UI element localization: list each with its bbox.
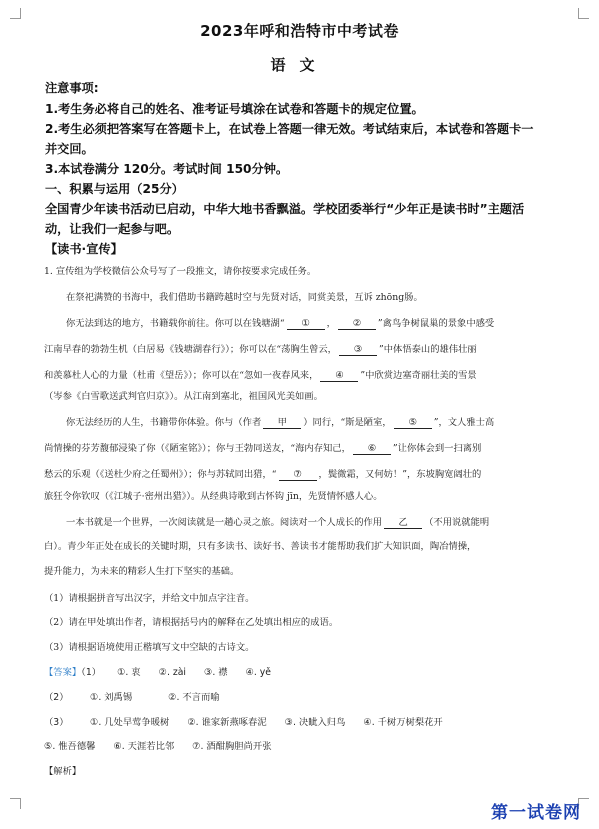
answer-label: 【答案】 [44,667,82,678]
section-intro: 全国青少年读书活动已启动，中华大地书香飘溢。学校团委举行“少年正是读书时”主题活 [45,202,525,216]
passage-line: 旅狂令你钦叹（《江城子·密州出猎》）。从经典诗歌到古怀钩 jīn，先贤情怀感人心。 [44,491,383,502]
blank-3[interactable]: ③ [339,344,377,356]
passage-line: 白）。青少年正处在成长的关键时期，只有多读书、读好书、善读书才能帮助我们扩大知识面，陶冶情操， [44,541,477,552]
passage-line: 和羡慕杜人心的力量（杜甫《望岳》）；你可以在“忽如一夜春风来， ④ ”中欣赏边塞奇丽壮美的雪景 [44,370,477,381]
answer-row-4: ⑤. 惟吾德馨 ⑥. 天涯若比邻 ⑦. 酒酣胸胆尚开张 [44,741,272,752]
blank-1[interactable]: ① [287,318,325,330]
blank-author[interactable]: 甲 [263,417,301,429]
passage-line: （岑参《白雪歌送武判官归京》）。从江南到塞北，祖国风光美如画。 [44,391,323,402]
blank-4[interactable]: ④ [320,370,358,382]
notice-item: 2.考生必须把答案写在答题卡上，在试卷上答题一律无效。考试结束后，本试卷和答题卡一 [45,122,534,136]
passage-line: 愁云的乐观（《送杜少府之任蜀州》）；你与苏轼同出猎，“ ⑦ ，鬓微霜，又何妨！”，东坡胸宽阔壮的 [44,469,482,480]
blank-2[interactable]: ② [338,318,376,330]
analysis-label: 【解析】 [44,766,82,777]
blank-7[interactable]: ⑦ [279,469,317,481]
passage-line: 尚情操的芬芳馥郁浸染了你（《陋室铭》）；你与王勃同送友，“海内存知己， ⑥ ”让你体会到一扫离别 [44,443,482,454]
crop-mark [10,798,21,809]
passage-line: 一本书就是一个世界，一次阅读就是一趟心灵之旅。阅读对一个人成长的作用 乙 （不用说就能明 [66,517,490,528]
exam-title: 2023年呼和浩特市中考试卷 [200,22,399,40]
answer-row-3: （3） ①. 几处早莺争暖树 ②. 谁家新燕啄春泥 ③. 决眦入归鸟 ④. 千树万树梨花开 [44,717,443,728]
blank-6[interactable]: ⑥ [353,443,391,455]
blank-idiom[interactable]: 乙 [384,517,422,529]
task-line: （2）请在甲处填出作者，请根据括号内的解释在乙处填出相应的成语。 [44,617,339,628]
subsection-title: 【读书·宣传】 [45,242,123,256]
section-title: 一、积累与运用（25分） [45,182,184,196]
passage-line: 江南早春的勃勃生机（白居易《钱塘湖春行》）；你可以在“荡胸生曾云， ③ ”中体悟泰山的雄伟壮丽 [44,344,477,355]
crop-mark [10,8,21,19]
crop-mark [578,8,589,19]
answer-row-2: （2） ①. 刘禹锡 ②. 不言而喻 [44,692,220,703]
notice-item: 3.本试卷满分 120分。考试时间 150分钟。 [45,162,289,176]
question-1: 1. 宣传组为学校微信公众号写了一段推文，请你按要求完成任务。 [44,266,317,277]
task-line: （1）请根据拼音写出汉字，并给文中加点字注音。 [44,593,255,604]
passage-line: 你无法经历的人生，书籍带你体验。你与（作者 甲 ）同行，“斯是陋室， ⑤ ”，文人雅士高 [66,417,495,428]
section-intro: 动，让我们一起参与吧。 [45,222,180,236]
site-logo: 第一试卷网 [491,803,581,823]
exam-subject: 语文 [270,56,329,74]
notice-item: 1.考生务必将自己的姓名、准考证号填涂在试卷和答题卡的规定位置。 [45,102,424,116]
passage-line: 你无法到达的地方，书籍载你前往。你可以在钱塘湖“ ① ， ② ”禽鸟争树鼠巢的景象中感受 [66,318,495,329]
answer-row-1: 【答案】（1） ①. 衷 ②. zài ③. 襟 ④. yě [44,667,272,678]
notice-item: 并交回。 [45,142,94,156]
blank-5[interactable]: ⑤ [394,417,432,429]
passage-line: 在祭祀满赞的书海中，我们借助书籍跨越时空与先贤对话，同赏美景，互诉 zhōng肠。 [66,292,423,303]
task-line: （3）请根据语境使用正楷填写文中空缺的古诗文。 [44,642,255,653]
notice-heading: 注意事项: [45,81,99,95]
passage-line: 提升能力，为未来的精彩人生打下坚实的基础。 [44,566,240,577]
